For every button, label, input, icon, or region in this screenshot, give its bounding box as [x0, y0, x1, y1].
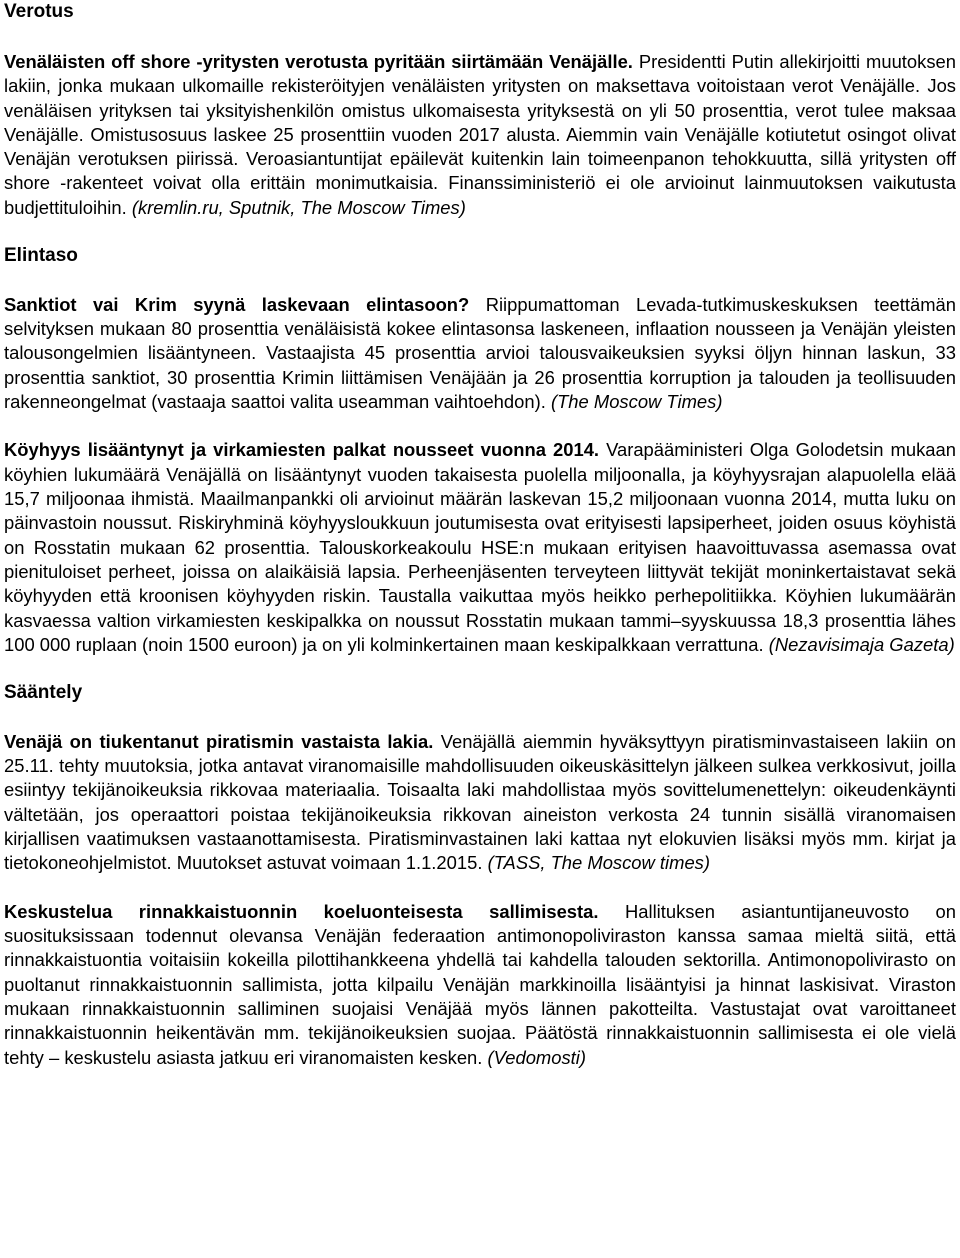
article-paragraph [4, 730, 956, 876]
spacer [4, 657, 956, 681]
spacer [4, 705, 956, 729]
article-body: Hallituksen asiantuntijaneuvosto on suosituksissaan todennut olevansa Venäjän federaation antimonopoliviraston kanssa samaa mieltä siitä, että rinnakkaistuontia voitaisiin kokeilla pilottihankkeena yhdellä tai kahdella talouden sektorilla. Antimonopolivirasto on puoltanut rinnakkaistuonnin sallimista, jotta kilpailu Venäjän markkinoilla lisääntyisi ja hinnat laskisivat. Viraston mukaan rinnakkaistuonnin salliminen suojaisi Venäjää myös lännen pakotteilta. Vastustajat ovat varoittaneet rinnakkaistuonnin heikentävän mm. tekijänoikeuksien suojaa. Päätöstä rinnakkaistuonnin sallimisesta ei ole vielä tehty – keskustelu asiasta jatkuu eri viranomaisten kesken. [4, 900, 956, 1068]
article-body: Presidentti Putin allekirjoitti muutoksen lakiin, jonka mukaan ulkomaille rekisteröityjen venäläisten yritysten on maksettava voitoistaan verot Venäjälle. Jos venäläisen yrityksen tai yksityishenkilön omistus ulkomaisesta yrityksestä on yli 50 prosenttia, verot tulee maksaa Venäjälle. Omistusosuus laskee 25 prosenttiin vuoden 2017 alusta. Aiemmin vain Venäjälle kotiutetut osingot olivat Venäjän verotuksen piirissä. Veroasiantuntijat epäilevät kuitenkin lain toimeenpanon tehokkuutta, sillä yritysten off shore -rakenteet voivat olla erittäin monimutkaisia. Finanssiministeriö ei ole arvioinut lainmuutoksen vaikutusta budjettituloihin. [4, 51, 956, 218]
article-paragraph [4, 293, 956, 414]
spacer [4, 268, 956, 292]
article-source: (Vedomosti) [487, 1046, 586, 1068]
article-paragraph [4, 50, 956, 220]
spacer [4, 876, 956, 900]
document-page [4, 0, 956, 1070]
section-title-verotus: Verotus [4, 1, 74, 22]
spacer [4, 220, 956, 244]
article-lead: Köyhyys lisääntynyt ja virkamiesten palkat nousseet vuonna 2014. [4, 439, 600, 461]
article-lead: Venäläisten off shore -yritysten verotusta pyritään siirtämään Venäjälle. [4, 51, 633, 72]
article-source: (Nezavisimaja Gazeta) [768, 633, 955, 655]
article-lead: Sanktiot vai Krim syynä laskevaan elintasoon? [4, 293, 470, 315]
article-source: (kremlin.ru, Sputnik, The Moscow Times) [131, 196, 466, 218]
article-paragraph [4, 900, 956, 1070]
article-paragraph [4, 438, 956, 657]
article-body: Varapääministeri Olga Golodetsin mukaan köyhien lukumäärä Venäjällä on lisääntynyt vuoden takaisesta puolella miljoonalla, ja köyhyysrajan alapuolella elää 15,7 miljoonaa ihmistä. Maailmanpankki oli arvioinut määrän laskevan 15,2 miljoonaan vuonna 2014, mutta luku on päinvastoin noussut. Riskiryhminä köyhyysloukkuun joutumisesta ovat erityisesti lapsiperheet, joiden osuus köyhistä on Rosstatin mukaan 62 prosenttia. Talouskorkeakoulu HSE:n mukaan erityisen haavoittuvassa asemassa ovat pienituloiset perheet, joissa on alaikäisiä lapsia. Perheenjäsenten terveyteen liittyvät tekijät moninkertaistavat sekä köyhyyden että kroonisen köyhyyden riskin. Taustalla vaikuttaa myös heikko perhepolitiikka. Köyhien lukumäärän kasvaessa valtion virkamiesten keskipalkka on noussut Rosstatin mukaan tammi–syyskuussa 18,3 prosenttia lähes 100 000 ruplaan (noin 1500 euroon) ja on yli kolminkertainen maan keskipalkkaan verrattuna. [4, 439, 956, 655]
article-body: Venäjällä aiemmin hyväksyttyyn piratisminvastaiseen lakiin on 25.11. tehty muutoksia, jotka antavat viranomaisille mahdollisuuden oikeuskäsittelyn jälkeen sulkea verkkosivut, joilla esiintyy tekijänoikeuksia rikkovaa materiaalia. Toisaalta laki mahdollistaa myös sovittelumenettelyn: oikeudenkäynti vältetään, jos operaattori poistaa tekijänoikeuksia rikkovan aineiston verkosta 24 tunnin sisällä viranomaisen kirjallisen vaatimuksen vastaanottamisesta. Piratisminvastainen laki kattaa nyt elokuvien lisäksi myös mm. kirjat ja tietokoneohjelmistot. Muutokset astuvat voimaan 1.1.2015. [4, 730, 956, 874]
article-source: (The Moscow Times) [550, 390, 723, 412]
section-title-saantely: Sääntely [4, 682, 83, 704]
spacer [4, 24, 956, 50]
article-lead: Keskustelua rinnakkaistuonnin koeluonteisesta sallimisesta. [4, 900, 599, 922]
section-title-elintaso: Elintaso [4, 245, 78, 267]
article-lead: Venäjä on tiukentanut piratismin vastaista lakia. [4, 730, 434, 752]
article-source: (TASS, The Moscow times) [487, 852, 710, 874]
spacer [4, 414, 956, 438]
article-body: Riippumattoman Levada-tutkimuskeskuksen teettämän selvityksen mukaan 80 prosenttia venäläisistä kokee elintasonsa laskeneen, inflaation nousseen ja Venäjän yleisten talousongelmien lisääntyneen. Vastaajista 45 prosenttia arvioi talousvaikeuksien syyksi öljyn hinnan laskun, 33 prosenttia sanktiot, 30 prosenttia Krimin liittämisen Venäjään ja 26 prosenttia korruption ja talouden ja teollisuuden rakenneongelmat (vastaaja saattoi valita useamman vaihtoehdon). [4, 293, 956, 412]
